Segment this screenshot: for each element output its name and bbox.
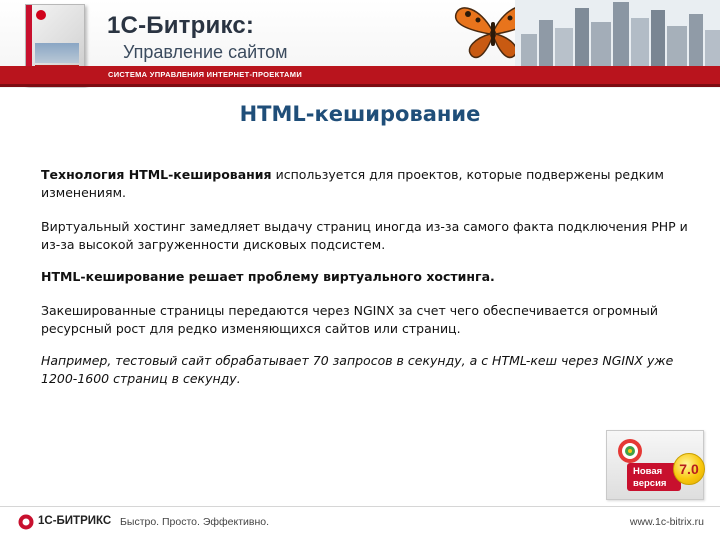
badge-version-number: 7.0 xyxy=(673,453,705,485)
badge-line-version: версия xyxy=(633,478,667,489)
paragraph-example: Например, тестовый сайт обрабатывает 70 запросов в секунду, а с HTML-кеш через NGINX уже 1200-1600 страниц в секунду. xyxy=(41,353,674,386)
brand-title: 1С-Битрикс: xyxy=(107,12,255,39)
paragraph-solution: HTML-кеширование решает проблему виртуального хостинга. xyxy=(41,269,495,284)
paragraph-virtual-hosting: Виртуальный хостинг замедляет выдачу страниц иногда из-за самого факта подключения PHP и из-за высокой загруженности дисковых подсистем. xyxy=(41,219,688,252)
footer-url-link[interactable]: www.1c-bitrix.ru xyxy=(629,516,704,528)
ie-globe-icon xyxy=(616,437,644,465)
city-skyline-icon xyxy=(515,0,720,70)
bitrix-logo-icon xyxy=(18,514,34,530)
footer-brand: 1С-БИТРИКС xyxy=(38,515,112,527)
footer xyxy=(0,506,720,540)
header-divider xyxy=(0,84,720,87)
paragraph-technology-bold: Технология HTML-кеширования xyxy=(41,167,272,182)
header-tagline: СИСТЕМА УПРАВЛЕНИЯ ИНТЕРНЕТ-ПРОЕКТАМИ xyxy=(108,70,303,79)
paragraph-technology-text: используется для проектов, которые подвержены редким изменениям. xyxy=(41,167,664,200)
header xyxy=(0,0,720,88)
paragraph-nginx: Закешированные страницы передаются через NGINX за счет чего обеспечивается огромный ресурсный рост для редко изменяющихся сайтов или страниц. xyxy=(41,303,659,336)
footer-divider xyxy=(0,506,720,507)
footer-slogan: Быстро. Просто. Эффективно. xyxy=(120,516,270,528)
new-version-badge xyxy=(606,430,704,500)
brand-subtitle: Управление сайтом xyxy=(123,42,288,62)
badge-line-new: Новая xyxy=(633,466,663,477)
paragraph-technology xyxy=(41,166,691,202)
slide-title: HTML-кеширование xyxy=(239,102,481,126)
